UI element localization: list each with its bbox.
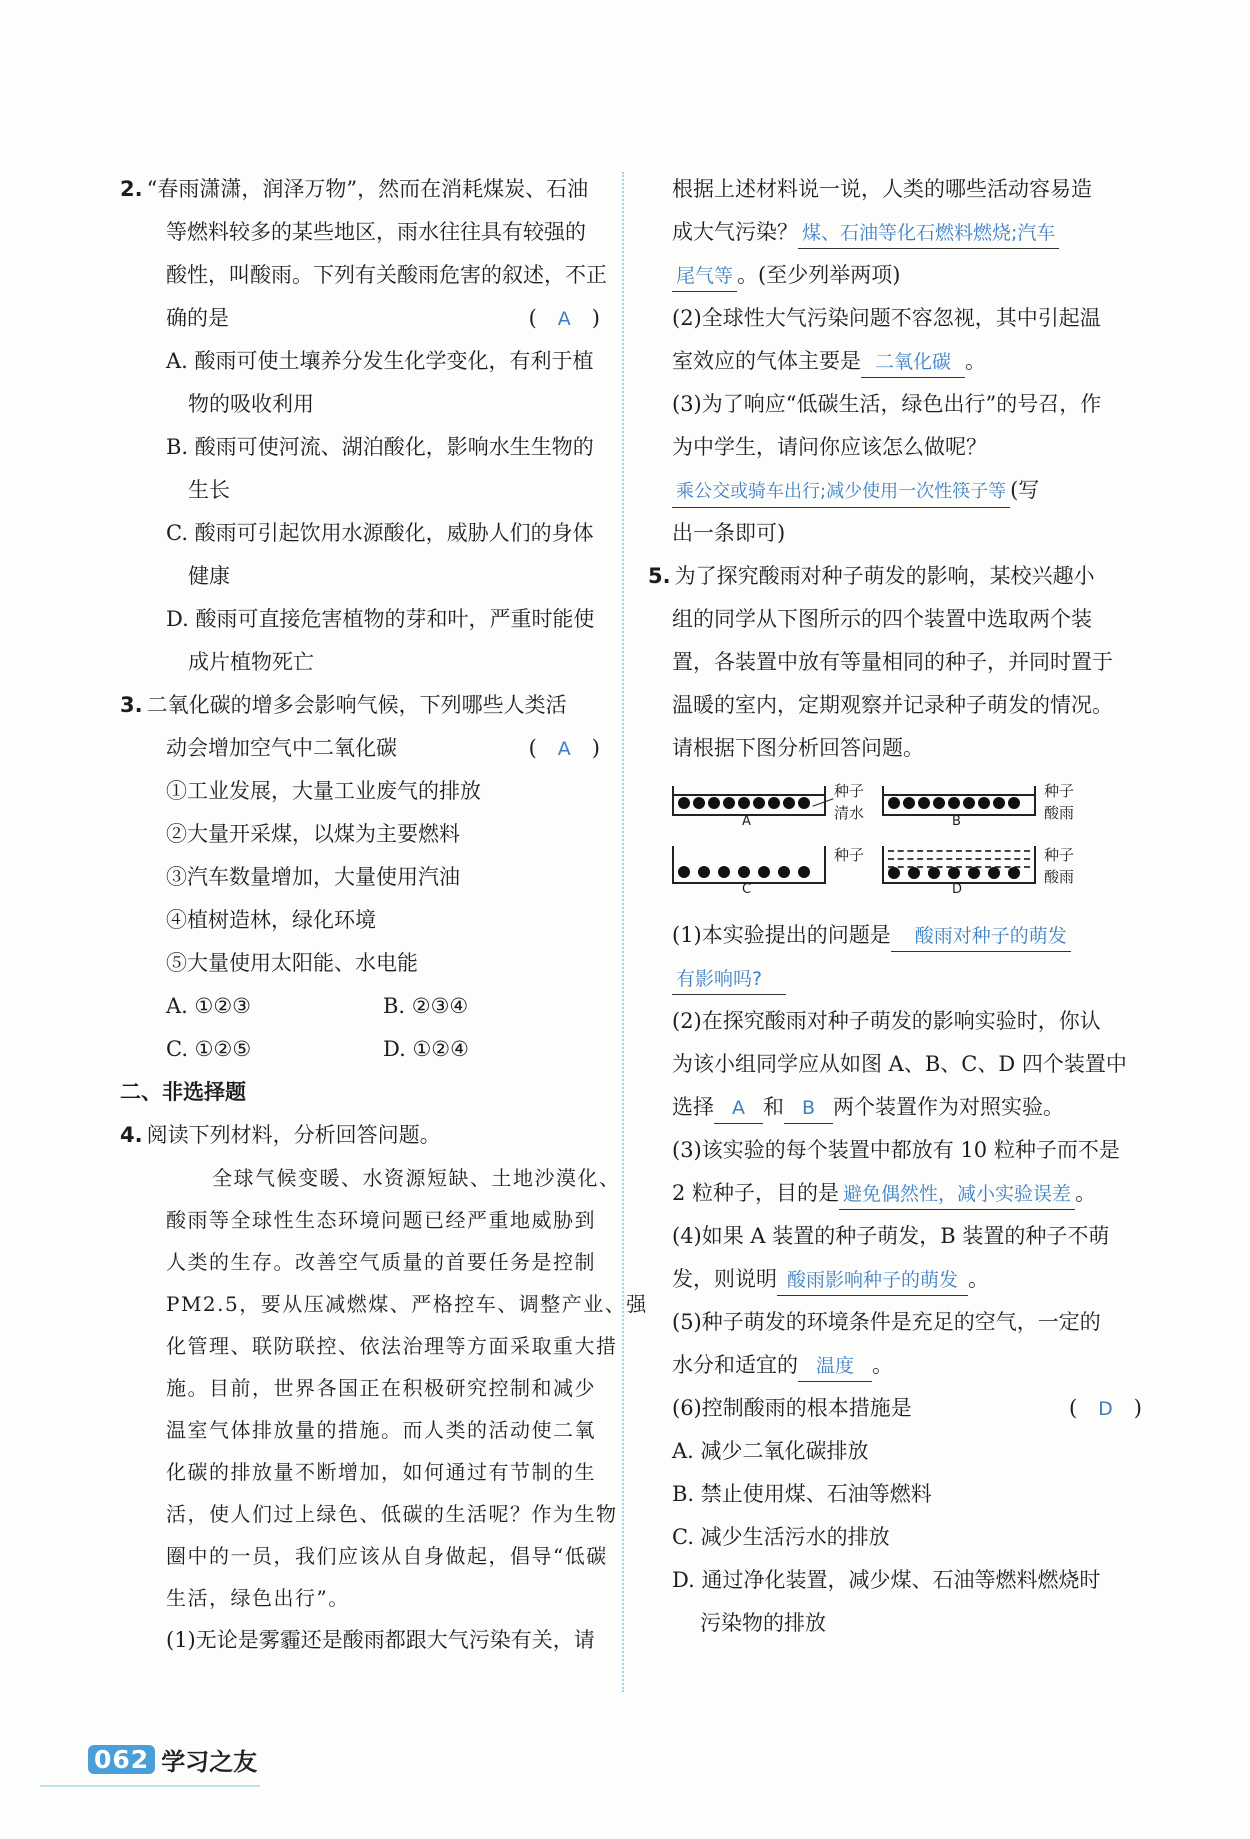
q3-item-5: ⑤大量使用太阳能、水电能	[166, 951, 418, 975]
q4-sub2-line-2: 室效应的气体主要是 二氧化碳 。	[672, 340, 1142, 383]
q2-option-a-cont: 物的吸收利用	[188, 392, 314, 416]
q4-cont-line-3: 尾气等 。(至少列举两项)	[672, 254, 1142, 297]
seed	[678, 866, 690, 878]
seed	[718, 866, 730, 878]
tank-a-water-label: 清水	[834, 804, 865, 822]
q5-answer-1b: 有影响吗?	[672, 964, 786, 995]
q5-sub6-option-d-cont: 污染物的排放	[700, 1611, 826, 1635]
q3-item-1: ①工业发展，大量工业废气的排放	[166, 779, 481, 803]
q5-sub6-option-d: D. 通过净化装置，减少煤、石油等燃料燃烧时	[672, 1568, 1101, 1592]
q2-answer: ( A )	[528, 306, 600, 330]
q3-item-3: ③汽车数量增加，大量使用汽油	[166, 865, 460, 889]
q5-sub2-line-2: 为该小组同学应从如图 A、B、C、D 四个装置中	[672, 1052, 1127, 1076]
tank-b-seed-label: 种子	[1044, 782, 1075, 800]
q2-line-1: 2. “春雨潇潇，润泽万物”，然而在消耗煤炭、石油	[120, 177, 589, 201]
q4-passage-1: 全球气候变暖、水资源短缺、土地沙漠化、	[212, 1166, 621, 1190]
q4-passage-8: 化碳的排放量不断增加，如何通过有节制的生	[166, 1460, 596, 1484]
q5-sub4-line-2: 发，则说明 酸雨影响种子的萌发 。	[672, 1258, 1142, 1301]
q4-cont-line-1: 根据上述材料说一说，人类的哪些活动容易造	[672, 177, 1092, 201]
q5-line-5: 请根据下图分析回答问题。	[672, 736, 924, 760]
q4-passage-6: 施。目前，世界各国正在积极研究控制和减少	[166, 1376, 596, 1400]
q2-option-c: C. 酸雨可引起饮用水源酸化，威胁人们的身体	[166, 521, 594, 545]
seed	[708, 797, 720, 809]
q4-answer-2: 二氧化碳	[861, 347, 965, 378]
q4-answer-3: 乘公交或骑车出行;减少使用一次性筷子等	[672, 477, 1010, 508]
q4-passage-9: 活，使人们过上绿色、低碳的生活呢？作为生物	[166, 1502, 618, 1526]
q3-options-row-1: A. ①②③ B. ②③④	[166, 994, 469, 1018]
q5-answer-6: ( D )	[1068, 1396, 1142, 1420]
q5-sub1-line-1: (1)本实验提出的问题是 酸雨对种子的萌发	[672, 914, 1142, 957]
tank-a-seed-label: 种子	[834, 782, 865, 800]
seed	[778, 866, 790, 878]
q4-passage-2: 酸雨等全球性生态环境问题已经严重地威胁到	[166, 1208, 596, 1232]
q3-options-row-2: C. ①②⑤ D. ①②④	[166, 1037, 469, 1061]
seed	[783, 797, 795, 809]
q5-answer-3: 避免偶然性，减小实验误差	[839, 1179, 1075, 1210]
tank-a-label: A	[742, 814, 751, 829]
q5-sub6-option-a: A. 减少二氧化碳排放	[672, 1439, 869, 1463]
q5-sub4-line-1: (4)如果 A 装置的种子萌发，B 装置的种子不萌	[672, 1224, 1110, 1248]
q5-sub5-line-1: (5)种子萌发的环境条件是充足的空气，一定的	[672, 1310, 1101, 1334]
q5-sub6-option-b: B. 禁止使用煤、石油等燃料	[672, 1482, 932, 1506]
seed	[908, 867, 920, 879]
q4-passage-5: 化管理、联防联控、依法治理等方面采取重大措	[166, 1334, 618, 1358]
tank-c-label: C	[742, 882, 752, 897]
q2-option-d: D. 酸雨可直接危害植物的芽和叶，严重时能使	[166, 607, 595, 631]
q5-sub6-option-c: C. 减少生活污水的排放	[672, 1525, 890, 1549]
q2-line-3: 酸性，叫酸雨。下列有关酸雨危害的叙述，不正	[166, 263, 607, 287]
q5-line-2: 组的同学从下图所示的四个装置中选取两个装	[672, 607, 1092, 631]
seed	[988, 867, 1000, 879]
seed	[753, 797, 765, 809]
tank-d-acid-label: 酸雨	[1044, 868, 1075, 886]
seed	[948, 867, 960, 879]
q4-sub1: (1)无论是雾霾还是酸雨都跟大气污染有关，请	[166, 1628, 595, 1652]
tank-b-seeds	[888, 797, 1020, 809]
q5-line-3: 置，各装置中放有等量相同的种子，并同时置于	[672, 650, 1113, 674]
section-heading: 二、非选择题	[120, 1080, 246, 1104]
q3-answer: ( A )	[528, 736, 600, 760]
seed	[993, 797, 1005, 809]
q4-sub3-line-1: (3)为了响应“低碳生活，绿色出行”的号召，作	[672, 392, 1102, 416]
left-column	[120, 168, 648, 1662]
q5-answer-1a: 酸雨对种子的萌发	[891, 921, 1071, 952]
q2-option-c-cont: 健康	[188, 564, 230, 588]
q2-option-a: A. 酸雨可使土壤养分发生化学变化，有利于植	[166, 349, 594, 373]
seed	[798, 866, 810, 878]
seed	[888, 867, 900, 879]
q4-answer-1b: 尾气等	[672, 261, 737, 292]
tank-a	[672, 786, 826, 816]
q4-passage-11: 生活，绿色出行”。	[166, 1586, 350, 1610]
seed	[723, 797, 735, 809]
q2-option-b-cont: 生长	[188, 478, 230, 502]
q2-number: 2.	[120, 177, 143, 201]
q4-passage-4: PM2.5，要从压减燃煤、严格控车、调整产业、强	[166, 1292, 648, 1316]
book-brand: 学习之友	[161, 1748, 258, 1776]
q2-option-b: B. 酸雨可使河流、湖泊酸化，影响水生生物的	[166, 435, 594, 459]
seed	[738, 797, 750, 809]
page-number: 062	[88, 1745, 155, 1774]
tank-d-seed-label: 种子	[1044, 846, 1075, 864]
q5-sub6: (6)控制酸雨的根本措施是 ( D )	[672, 1387, 1142, 1430]
tank-b	[882, 786, 1036, 816]
seed	[698, 866, 710, 878]
tank-d	[882, 846, 1036, 884]
q3-line-1: 3. 二氧化碳的增多会影响气候，下列哪些人类活	[120, 693, 567, 717]
tank-d-label: D	[952, 882, 963, 897]
right-column	[648, 168, 1142, 1645]
seed	[903, 797, 915, 809]
seed	[738, 866, 750, 878]
seed	[968, 867, 980, 879]
q5-sub3-line-1: (3)该实验的每个装置中都放有 10 粒种子而不是	[672, 1138, 1120, 1162]
seed	[758, 866, 770, 878]
tank-d-seeds	[888, 867, 1020, 879]
column-divider	[622, 172, 624, 1692]
tank-b-acid-line	[884, 794, 1034, 796]
q4-answer-1a: 煤、石油等化石燃料燃烧;汽车	[798, 218, 1059, 249]
q5-sub1-line-2	[672, 957, 1142, 1000]
tank-b-acid-label: 酸雨	[1044, 804, 1075, 822]
q4-sub3-line-2: 为中学生，请问你应该怎么做呢？	[672, 435, 987, 459]
q2-line-4: 确的是 ( A )	[120, 297, 600, 340]
q3-item-4: ④植树造林，绿化环境	[166, 908, 376, 932]
seed	[963, 797, 975, 809]
seed	[1008, 797, 1020, 809]
q4-passage-7: 温室气体排放量的措施。而人类的活动使二氧	[166, 1418, 596, 1442]
q4-passage-3: 人类的生存。改善空气质量的首要任务是控制	[166, 1250, 596, 1274]
seed	[948, 797, 960, 809]
q5-line-4: 温暖的室内，定期观察并记录种子萌发的情况。	[672, 693, 1113, 717]
tank-c	[672, 846, 826, 884]
page-footer	[88, 1742, 257, 1777]
seed	[798, 797, 810, 809]
tank-c-seeds	[678, 866, 810, 878]
q4-sub3-line-4: 出一条即可)	[672, 521, 786, 545]
footer-rule	[40, 1785, 260, 1787]
seed	[678, 797, 690, 809]
q5-answer-2b: B	[784, 1093, 833, 1124]
seed	[928, 867, 940, 879]
tank-c-seed-label: 种子	[834, 846, 865, 864]
tank-b-label: B	[952, 814, 961, 829]
q5-sub3-line-2: 2 粒种子，目的是 避免偶然性，减小实验误差 。	[672, 1172, 1142, 1215]
q5-answer-2a: A	[714, 1093, 763, 1124]
q5-answer-4: 酸雨影响种子的萌发	[777, 1265, 968, 1296]
seed	[918, 797, 930, 809]
q4-sub2-line-1: (2)全球性大气污染问题不容忽视，其中引起温	[672, 306, 1101, 330]
tank-a-seeds	[678, 797, 810, 809]
q3-item-2: ②大量开采煤，以煤为主要燃料	[166, 822, 460, 846]
q5-line-1: 5. 为了探究酸雨对种子萌发的影响，某校兴趣小	[648, 564, 1095, 588]
q3-line-2: 动会增加空气中二氧化碳 ( A )	[120, 727, 600, 770]
q2-option-d-cont: 成片植物死亡	[188, 650, 314, 674]
seed	[933, 797, 945, 809]
seed	[888, 797, 900, 809]
seed	[693, 797, 705, 809]
q4-sub3-line-3: 乘公交或骑车出行;减少使用一次性筷子等 (写	[672, 469, 1142, 512]
q5-sub5-line-2: 水分和适宜的 温度 。	[672, 1344, 1142, 1387]
seed	[978, 797, 990, 809]
seed	[768, 797, 780, 809]
q4-intro: 4. 阅读下列材料，分析回答问题。	[120, 1123, 441, 1147]
experiment-figure	[672, 778, 1142, 908]
q5-sub2-line-1: (2)在探究酸雨对种子萌发的影响实验时，你认	[672, 1009, 1101, 1033]
q2-line-2: 等燃料较多的某些地区，雨水往往具有较强的	[166, 220, 586, 244]
seed	[1008, 867, 1020, 879]
tank-a-water-line	[674, 794, 824, 796]
q5-sub2-line-3: 选择 A 和 B 两个装置作为对照实验。	[672, 1086, 1142, 1129]
q4-cont-line-2: 成大气污染？ 煤、石油等化石燃料燃烧;汽车	[672, 211, 1142, 254]
q5-answer-5: 温度	[798, 1351, 872, 1382]
q4-passage-10: 圈中的一员，我们应该从自身做起，倡导“低碳	[166, 1544, 608, 1568]
